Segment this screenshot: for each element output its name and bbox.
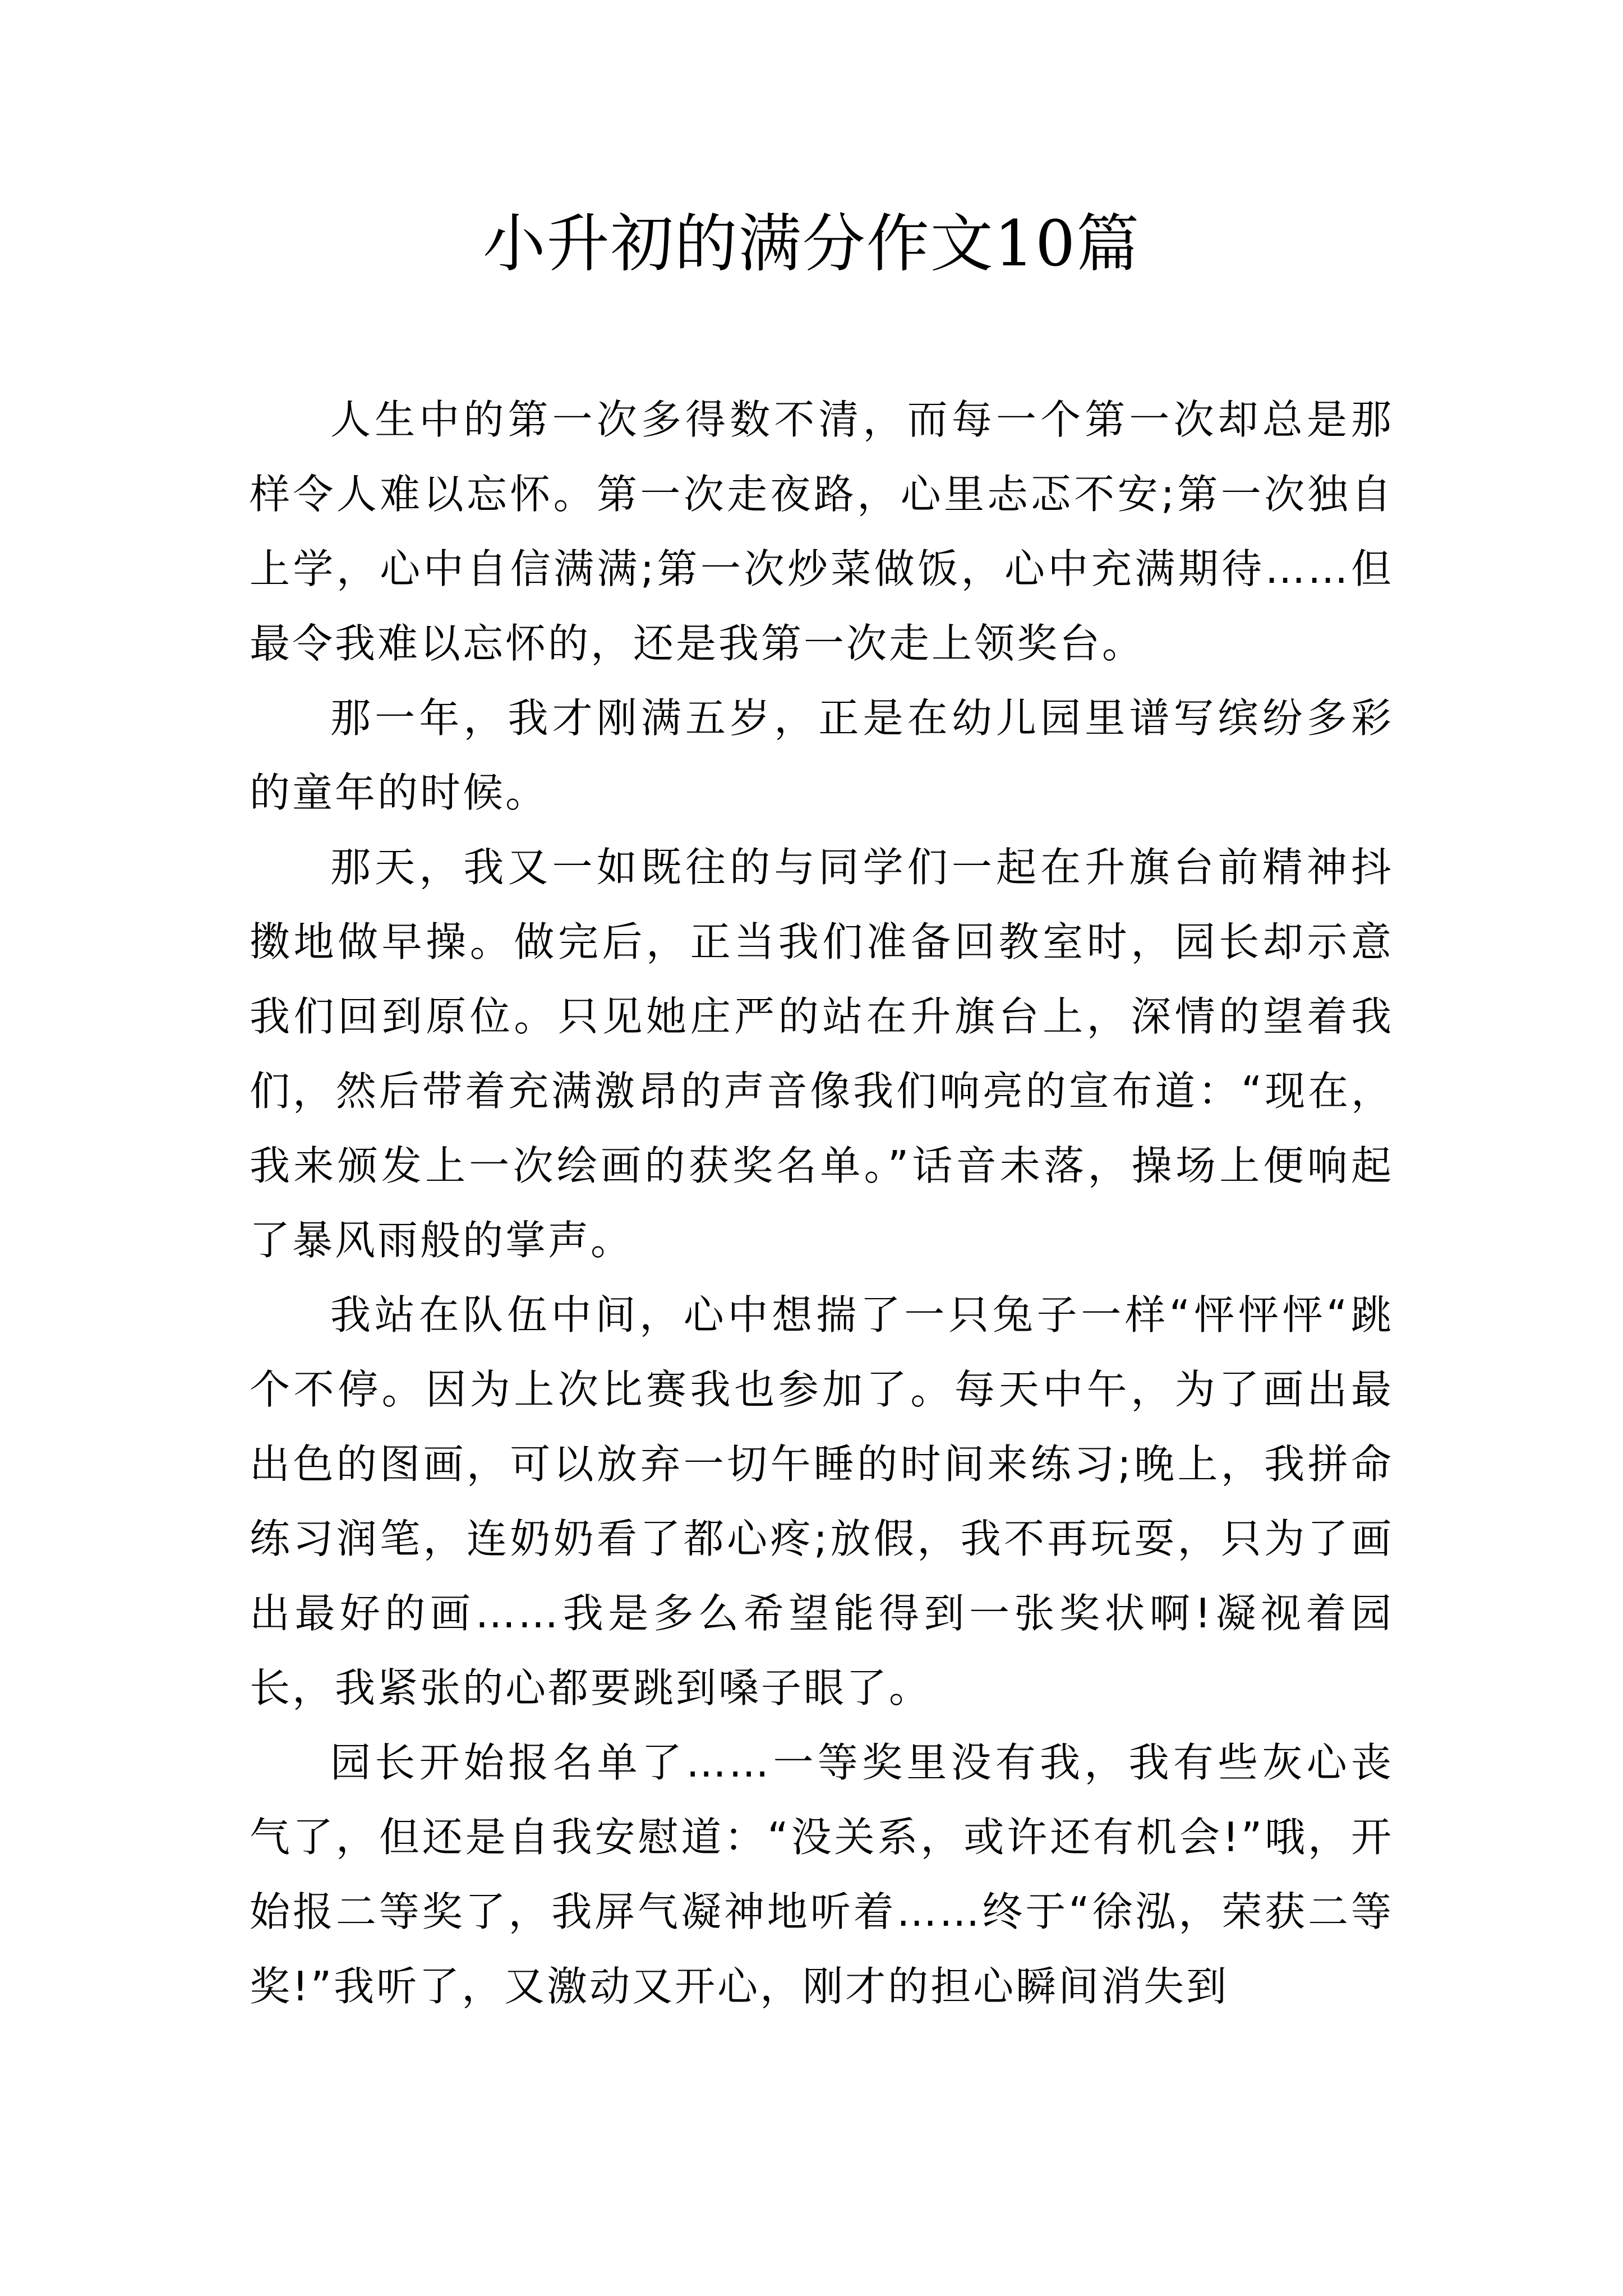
paragraph: 园长开始报名单了……一等奖里没有我，我有些灰心丧气了，但还是自我安慰道：“没关系，或许还有机会!”哦，开始报二等奖了，我屏气凝神地听着……终于“徐泓，荣获二等奖!”我听了，又激动又开心，刚才的担心瞬间消失到 bbox=[250, 1739, 1394, 2010]
document-body bbox=[250, 383, 1394, 2024]
document-title: 小升初的满分作文10篇 bbox=[482, 208, 1141, 280]
paragraph: 人生中的第一次多得数不清，而每一个第一次却总是那样令人难以忘怀。第一次走夜路，心里忐忑不安;第一次独自上学，心中自信满满;第一次炒菜做饭，心中充满期待……但最令我难以忘怀的，还是我第一次走上领奖台。 bbox=[250, 396, 1394, 667]
paragraph: 我站在队伍中间，心中想揣了一只兔子一样“怦怦怦“跳个不停。因为上次比赛我也参加了。每天中午，为了画出最出色的图画，可以放弃一切午睡的时间来练习;晚上，我拼命练习润笔，连奶奶看了都心疼;放假，我不再玩耍，只为了画出最好的画……我是多么希望能得到一张奖状啊!凝视着园长，我紧张的心都要跳到嗓子眼了。 bbox=[250, 1291, 1394, 1711]
paragraph: 那一年，我才刚满五岁，正是在幼儿园里谱写缤纷多彩的童年的时候。 bbox=[250, 694, 1394, 816]
paragraph: 那天，我又一如既往的与同学们一起在升旗台前精神抖擞地做早操。做完后，正当我们准备回教室时，园长却示意我们回到原位。只见她庄严的站在升旗台上，深情的望着我们，然后带着充满激昂的声音像我们响亮的宣布道：“现在，我来颁发上一次绘画的获奖名单。”话音未落，操场上便响起了暴风雨般的掌声。 bbox=[250, 844, 1394, 1264]
